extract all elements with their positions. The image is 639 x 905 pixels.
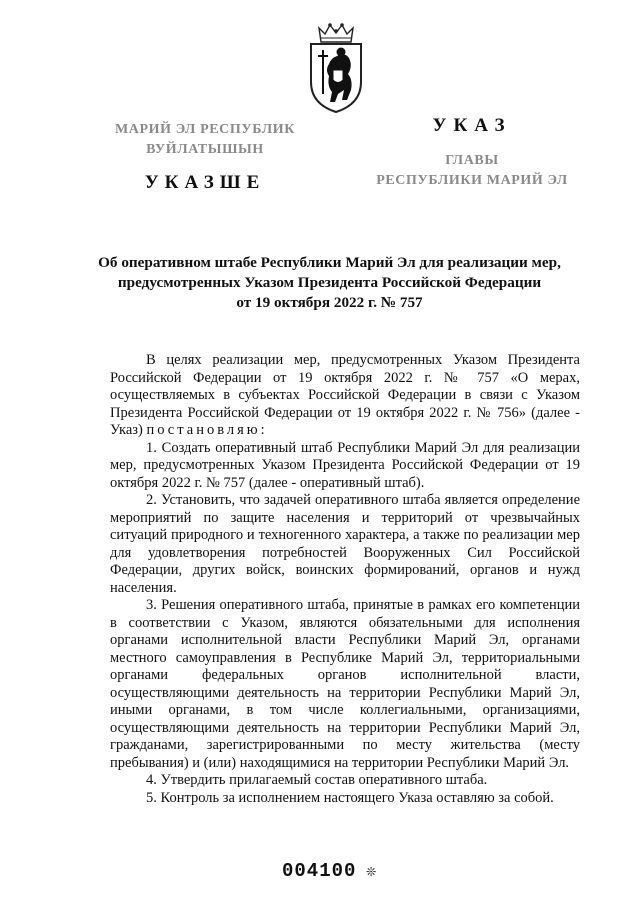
preamble-text: В целях реализации мер, предусмотренных Указом Президента Российской Федерации от 19 октября 2022 г. № 757 «О мерах, осуществляемых в субъектах Российской Федерации в связи с Указом Президента Российской Федерации от 19 октября 2022 г. № 756» (далее - Указ) bbox=[110, 352, 580, 438]
document-number-value: 004100 bbox=[282, 860, 357, 882]
header-left-ukaz: УКАЗШЕ bbox=[144, 172, 266, 193]
header-right-line1: ГЛАВЫ bbox=[445, 153, 499, 168]
paragraph-1: 1. Создать оперативный штаб Республики Марий Эл для реализации мер, предусмотренных Указом Президента Российской Федерации от 19 октября 2022 г. № 757 (далее - оперативный штаб). bbox=[110, 439, 580, 491]
header-right-ukaz: УКАЗ bbox=[432, 115, 512, 136]
header-right-block bbox=[352, 115, 592, 191]
coat-of-arms-emblem bbox=[301, 22, 371, 114]
preamble-decree-word: постановляю: bbox=[146, 422, 268, 438]
hologram-mark-icon: ❊ bbox=[366, 863, 378, 881]
paragraph-4: 4. Утвердить прилагаемый состав оперативного штаба. bbox=[146, 772, 488, 788]
title-line3: от 19 октября 2022 г. № 757 bbox=[236, 294, 423, 311]
document-title bbox=[70, 253, 589, 313]
paragraph-2: 2. Установить, что задачей оперативного штаба является определение мероприятий по защите населения и территорий от чрезвычайных ситуаций природного и техногенного характера, а также по реализации мер для удовлетворения потребностей Вооруженных Сил Российской Федерации, других войск, воинских формирований, органов и нужд населения. bbox=[110, 492, 580, 596]
document-body bbox=[110, 352, 580, 807]
paragraph-3: 3. Решения оперативного штаба, принятые в рамках его компетенции в соответствии с Указом, являются обязательными для исполнения органами исполнительной власти Республики Марий Эл, органами местного самоуправления в Республике Марий Эл, территориальными органами федеральных органов исполнительной власти, осуществляющими деятельность на территории Республики Марий Эл, иными органами, в том числе коллегиальными, организациями, осуществляющими деятельность на территории Республики Марий Эл, гражданами, зарегистрированными по месту жительства (месту пребывания) и (или) находящимися на территории Республики Марий Эл. bbox=[110, 597, 580, 771]
paragraph-5: 5. Контроль за исполнением настоящего Указа оставляю за собой. bbox=[146, 789, 554, 806]
paragraph-preamble bbox=[110, 352, 580, 440]
header-left-block bbox=[90, 120, 320, 194]
header-left-line2: ВУЙЛАТЫШЫН bbox=[146, 142, 264, 157]
title-line1: Об оперативном штабе Республики Марий Эл для реализации мер, bbox=[98, 254, 561, 271]
title-line2: предусмотренных Указом Президента Российской Федерации bbox=[117, 274, 542, 291]
header-right-line2: РЕСПУБЛИКИ МАРИЙ ЭЛ bbox=[376, 173, 568, 188]
header-left-line1: МАРИЙ ЭЛ РЕСПУБЛИК bbox=[114, 122, 296, 137]
document-number bbox=[282, 860, 377, 882]
